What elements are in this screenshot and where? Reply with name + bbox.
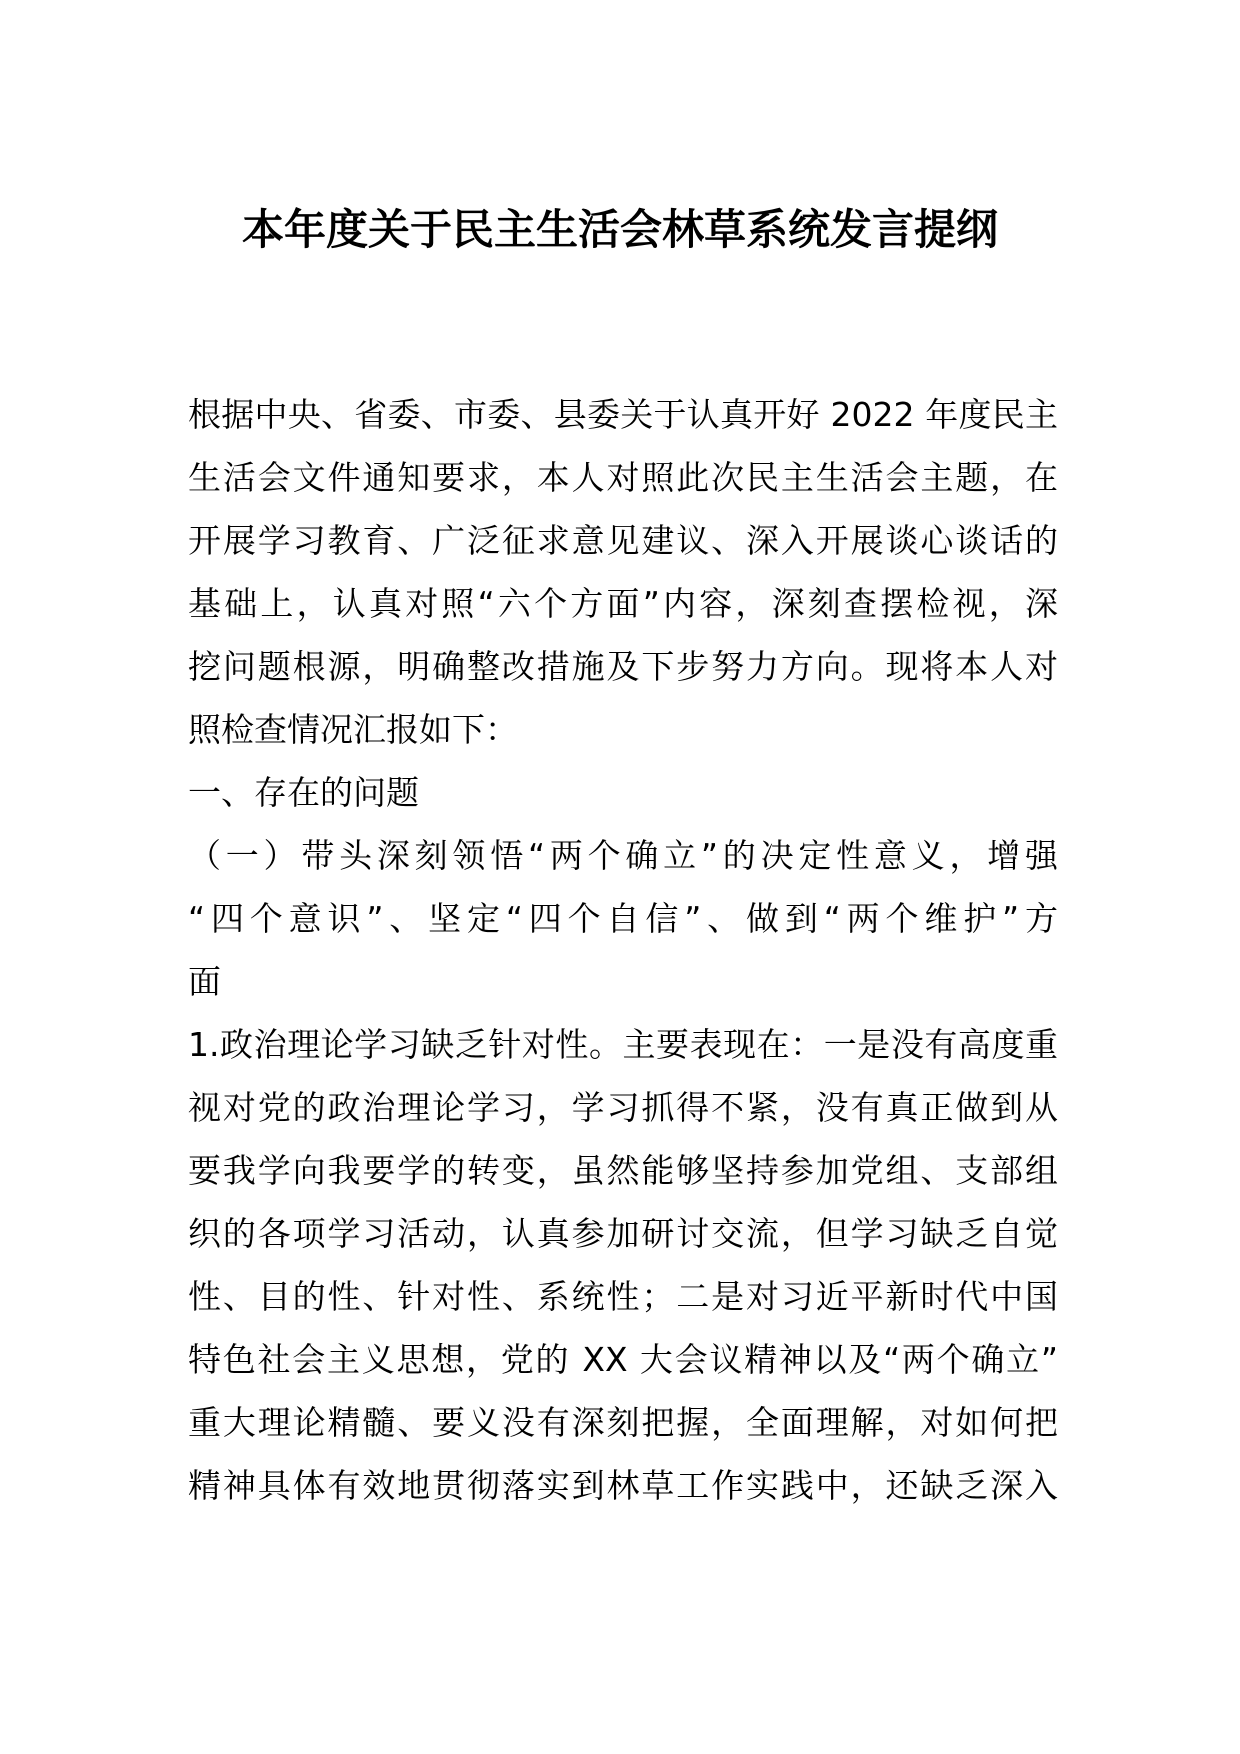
body-line: 精神具体有效地贯彻落实到林草工作实践中，还缺乏深入 (188, 1466, 1058, 1505)
subsection-heading-line: （一）带头深刻领悟“两个确立”的决定性意义，增强 (188, 836, 1058, 875)
body-line: 重大理论精髓、要义没有深刻把握，全面理解，对如何把 (188, 1403, 1058, 1442)
subsection-heading-line: “四个意识”、坚定“四个自信”、做到“两个维护”方 (188, 899, 1058, 938)
body-line: 要我学向我要学的转变，虽然能够坚持参加党组、支部组 (188, 1151, 1058, 1190)
body-line: 1.政治理论学习缺乏针对性。主要表现在：一是没有高度重 (188, 1025, 1058, 1064)
document-title: 本年度关于民主生活会林草系统发言提纲 (241, 205, 998, 254)
body-line: 挖问题根源，明确整改措施及下步努力方向。现将本人对 (188, 647, 1058, 686)
body-line: 根据中央、省委、市委、县委关于认真开好 2022 年度民主 (188, 395, 1058, 434)
section-heading: 一、存在的问题 (188, 773, 419, 812)
body-line: 生活会文件通知要求，本人对照此次民主生活会主题，在 (188, 458, 1058, 497)
body-line: 性、目的性、针对性、系统性；二是对习近平新时代中国 (188, 1277, 1058, 1316)
body-line: 视对党的政治理论学习，学习抓得不紧，没有真正做到从 (188, 1088, 1058, 1127)
body-line: 特色社会主义思想，党的 XX 大会议精神以及“两个确立” (188, 1340, 1058, 1379)
body-line: 基础上，认真对照“六个方面”内容，深刻查摆检视，深 (188, 584, 1058, 623)
body-line: 织的各项学习活动，认真参加研讨交流，但学习缺乏自觉 (188, 1214, 1058, 1253)
body-line: 照检查情况汇报如下： (188, 710, 518, 749)
body-line: 开展学习教育、广泛征求意见建议、深入开展谈心谈话的 (188, 521, 1058, 560)
subsection-heading-line: 面 (188, 962, 221, 1001)
